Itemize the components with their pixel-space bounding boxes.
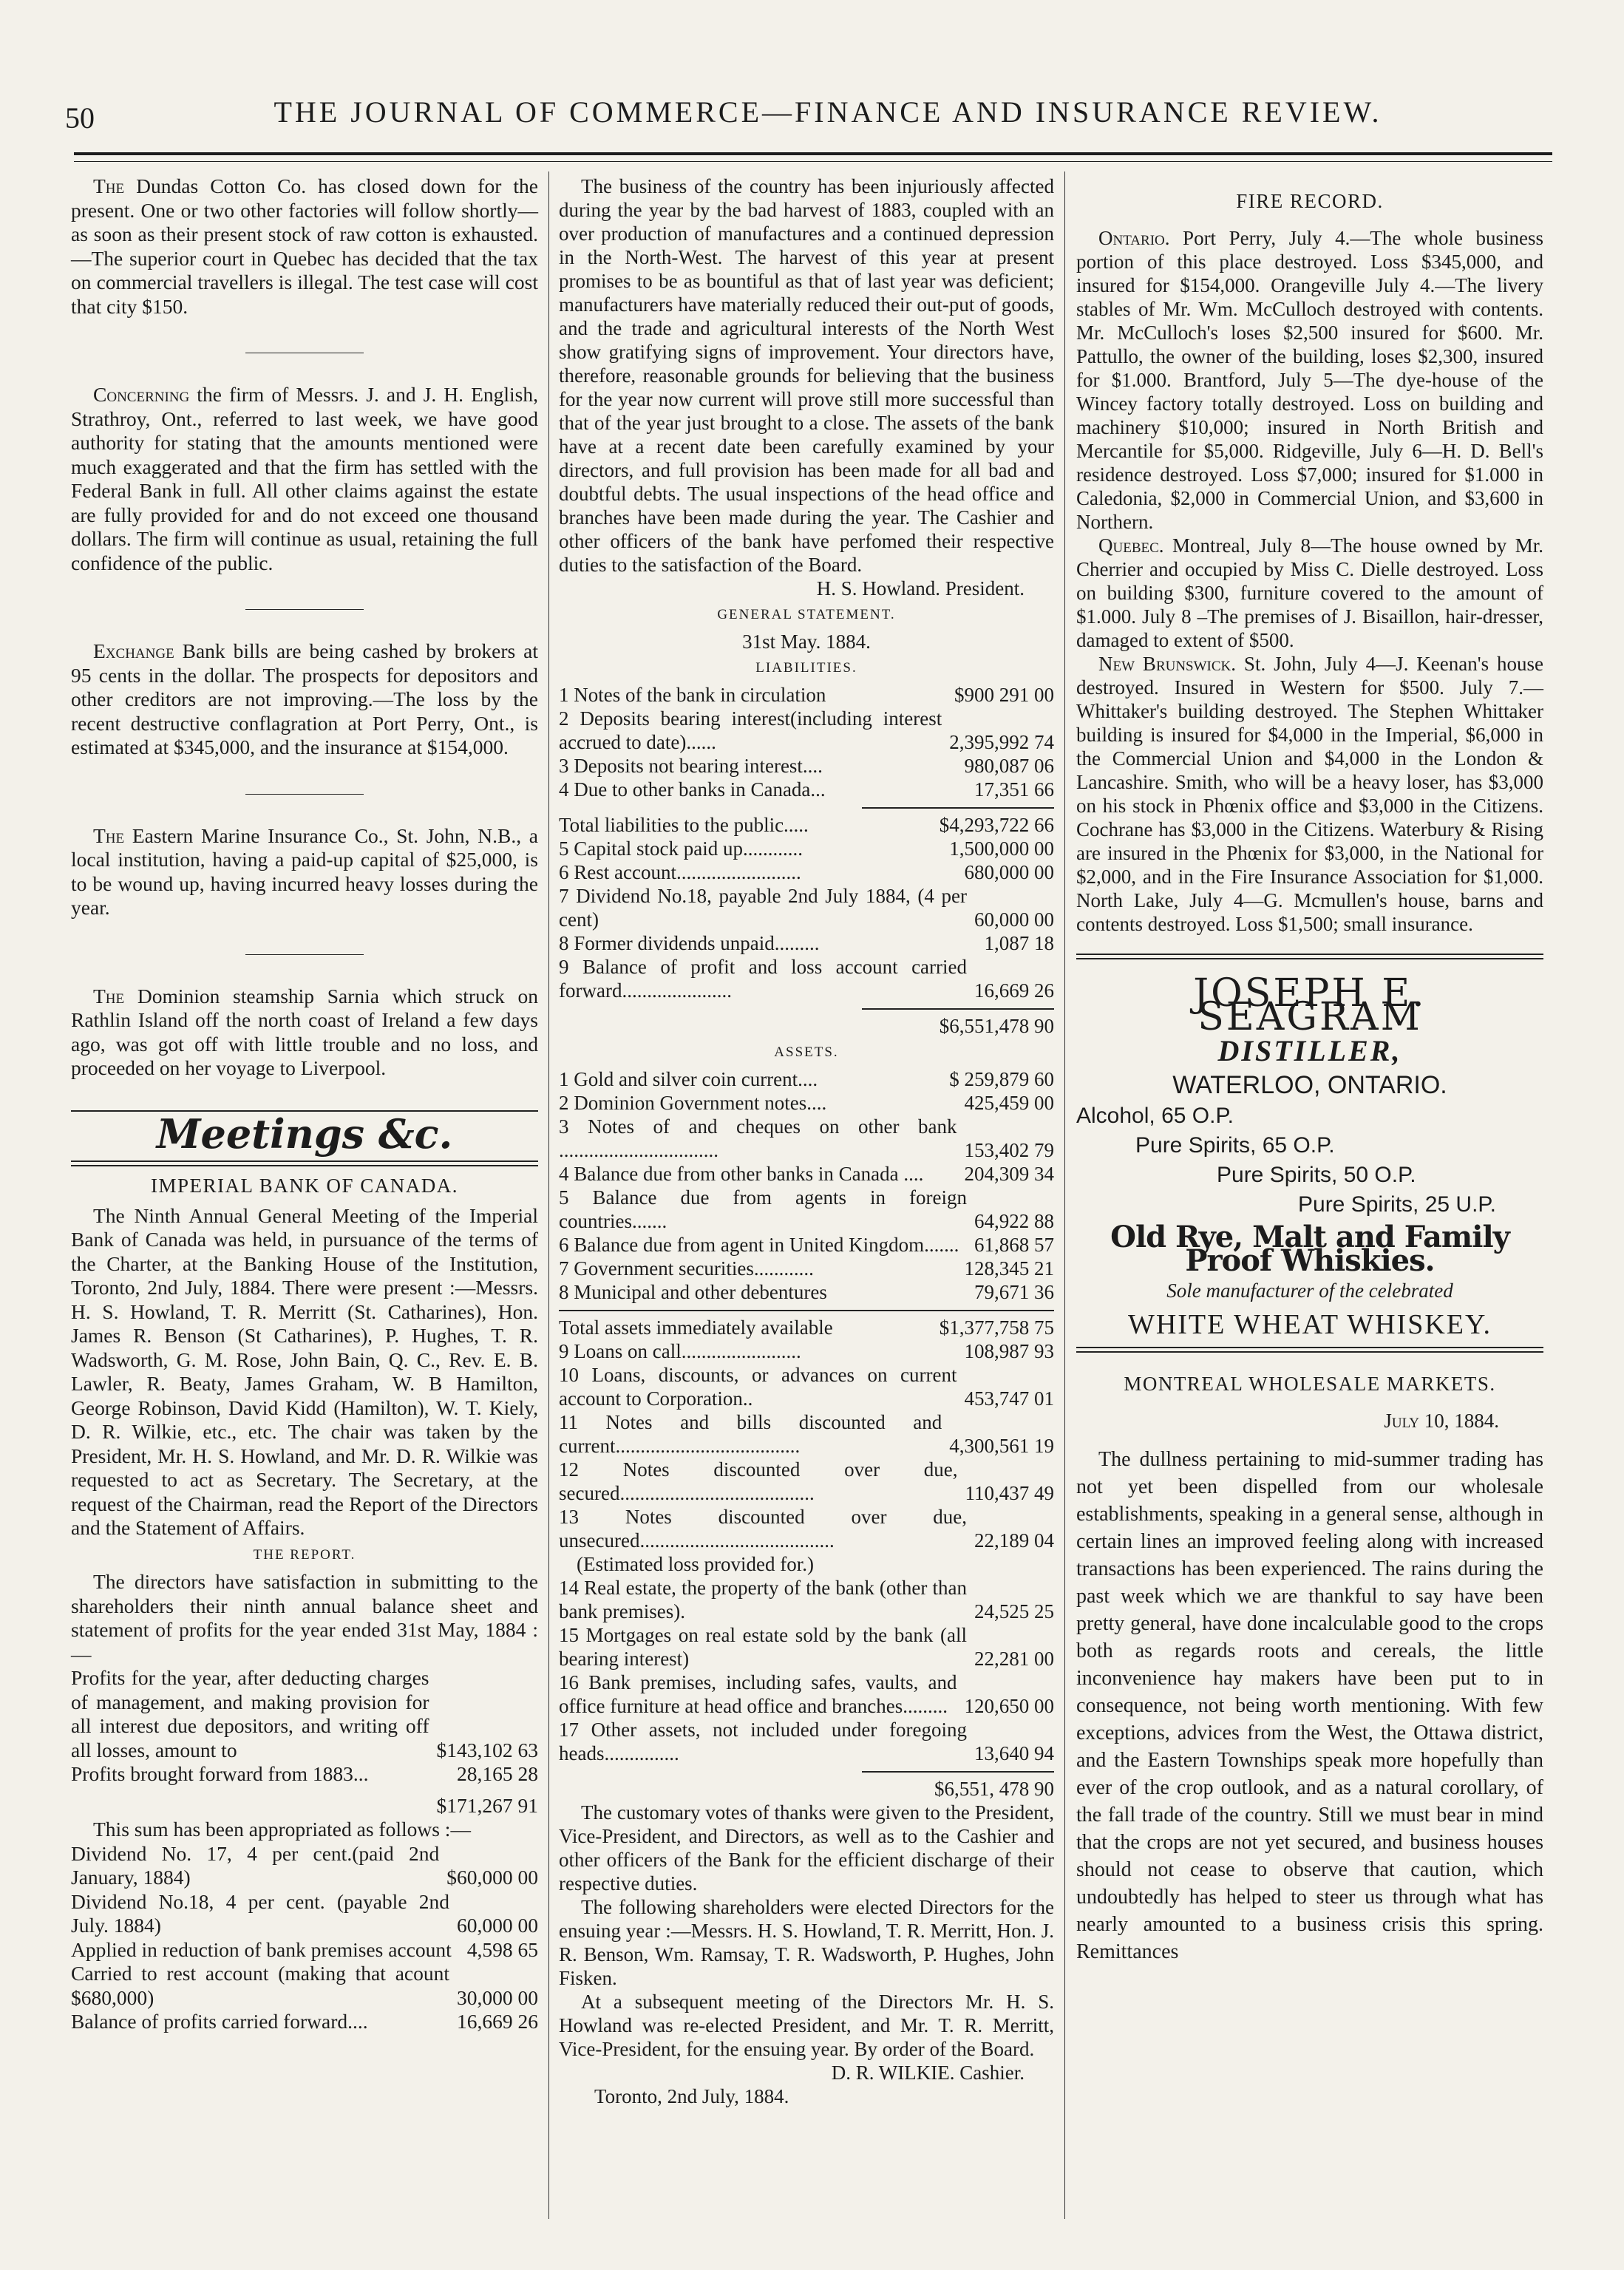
ad-whiskies: Old Rye, Malt and Family Proof Whiskies.	[1110, 1220, 1509, 1278]
asset-row: 6 Balance due from agent in United Kingdom....... 61,868 57	[559, 1234, 1054, 1256]
liabilities-heading: LIABILITIES.	[755, 660, 857, 676]
ad-rule	[1076, 954, 1543, 959]
fire-item: Quebec. Montreal, July 8—The house owned by Mr. Cherrier and occupied by Miss C. Dielle destroyed. Loss on building $300, furniture covered to the amount of $1.000. July 8 –The premises of J. Bisaillon, hair-dresser, damaged to extent of $500.	[1076, 534, 1543, 651]
capital-row: 8 Former dividends unpaid......... 1,087 18	[559, 932, 1054, 954]
news-item: Concerning the firm of Messrs. J. and J. H. English, Strathroy, Ont., referred to last week, we have good authority for stating that the amounts mentioned were much exaggerated and that the firm has settled with the Federal Bank in full. All other claims against the estate are fully provided for and do not exceed one thousand dollars. The firm will continue as usual, retaining the full confidence of the public.	[71, 383, 538, 574]
sum-rule	[559, 1310, 1054, 1311]
statement-heading: GENERAL STATEMENT.	[717, 607, 896, 622]
asset-row: 7 Government securities............ 128,345 21	[559, 1257, 1054, 1280]
asset-row: 9 Loans on call........................ 108,987 93	[559, 1340, 1054, 1362]
report-intro: The directors have satisfaction in submitting to the shareholders their ninth annual balance sheet and statement of profits for the year ended 31st May, 1884 :—	[71, 1570, 538, 1665]
markets-date: July 10, 1884.	[1384, 1410, 1499, 1432]
asset-row: 1 Gold and silver coin current.... $ 259,879 60	[559, 1068, 1054, 1090]
grand-total-row: $6,551,478 90	[939, 1015, 1054, 1037]
appropriation-row: Dividend No. 17, 4 per cent.(paid 2nd January, 1884) $60,000 00	[71, 1841, 538, 1889]
statement-date: 31st May. 1884.	[742, 631, 871, 653]
divider	[245, 954, 364, 955]
cashier-signature: D. R. WILKIE. Cashier.	[831, 2062, 1025, 2084]
fire-record-heading: FIRE RECORD.	[1236, 190, 1384, 212]
column-center	[559, 174, 1054, 2108]
asset-row: 17 Other assets, not included under foregoing heads............... 13,640 94	[559, 1719, 1054, 1764]
liability-row: 3 Deposits not bearing interest.... 980,087 06	[559, 755, 1054, 777]
asset-row: 2 Dominion Government notes.... 425,459 00	[559, 1092, 1054, 1114]
asset-note-row: (Estimated loss provided for.)	[577, 1553, 814, 1575]
asset-row: 14 Real estate, the property of the bank (other than bank premises). 24,525 25	[559, 1577, 1054, 1622]
seagram-advertisement	[1076, 971, 1543, 1340]
asset-row: 11 Notes and bills discounted and current..................................... 4,300,561 19	[559, 1411, 1054, 1457]
column-divider	[1064, 171, 1065, 2219]
subsequent-paragraph: At a subsequent meeting of the Directors Mr. H. S. Howland was re-elected President, and Mr. T. R. Merritt, Vice-President, for the ensuing year. By order of the Board.	[559, 1991, 1054, 2060]
asset-row: 10 Loans, discounts, or advances on current account to Corporation.. 453,747 01	[559, 1364, 1054, 1410]
news-item: The Dominion steamship Sarnia which struck on Rathlin Island off the north coast of Ireland a few days ago, was got off with little trouble and no loss, and proceeded on her voyage to Liverpool.	[71, 984, 538, 1079]
closing-paragraph: The customary votes of thanks were given to the President, Vice-President, and Directors, as well as to the Cashier and other officers of the Bank for the efficient discharge of their respective duties.	[559, 1801, 1054, 1895]
sum-rule	[862, 1771, 1054, 1773]
ad-product: Pure Spirits, 65 O.P.	[1135, 1133, 1335, 1158]
elected-paragraph: The following shareholders were elected Directors for the ensuing year :—Messrs. H. S. Howland, T. R. Merritt, Hon. J. R. Benson, Wm. Ramsay, T. R. Wadsworth, P. Hughes, John Fisken.	[559, 1896, 1054, 1989]
masthead-rule-thin	[74, 161, 1552, 162]
fire-item: Ontario. Port Perry, July 4.—The whole business portion of this place destroyed. Loss $345,000, and insured for $154,000. Orangeville July 4.—The livery stables of Mr. Wm. McCulloch destroyed with contents. Mr. McCulloch's loses $2,500 insured for $600. Mr. Pattullo, the owner of the building, loses $2,300, insured for $1.000. Brantford, July 5—The dye-house of the Wincey factory totally destroyed. Loss on building and machinery $10,000; insured in North British and Mercantile for $5,000. Ridgeville, July 6—H. D. Bell's residence destroyed. Loss $7,000; insured for $1.000 in Caledonia, $2,000 in Commercial Union, and $3,600 in Northern.	[1076, 227, 1543, 533]
fire-item: New Brunswick. St. John, July 4—J. Keenan's house destroyed. Insured in Western for $500. July 7.—Whittaker's building destroyed. The Stephen Whittaker building is insured for $4,000 in the Imperial, $6,000 in the Commercial Union and $4,000 in the London & Lancashire. Smith, who will be a heavy loser, has $3,000 on his stock in Phœnix office and $3,000 in the Citizens. Cochrane has $3,000 in the Citizens. Waterbury & Rising are insured in the Phœnix for $3,000, in the National for $2,000, and in the Fire Insurance Association for $1,000. North Lake, July 4—G. Mcmullen's house, barns and contents destroyed. Loss $1,500; small insurance.	[1076, 653, 1543, 935]
markets-text: The dullness pertaining to mid-summer trading has not yet been dispelled from our wholesale establishments, speaking in a general sense, although in certain lines an improved feeling along with increased transactions has been experienced. The rains during the past week which we are thankful to say have been pretty general, have done incalculable good to the crops both as regards roots and cereals, the little inconvenience hay makers have been put to in consequence, not being worth mentioning. With few exceptions, advices from the West, the Ottawa district, and the Eastern Townships speak more hopefully than ever of the crop outlook, and as a natural corollary, of the fall trade of the country. Still we must bear in mind that the crops are not yet secured, and business houses should not cease to observe that caution, which undoubtedly has helped to steer us through what has nearly amounted to a business crisis this spring. Remittances	[1076, 1448, 1543, 1963]
ad-product: Pure Spirits, 25 U.P.	[1298, 1192, 1496, 1217]
ad-brand: WHITE WHEAT WHISKEY.	[1127, 1309, 1492, 1340]
ad-product: Pure Spirits, 50 O.P.	[1217, 1163, 1416, 1187]
assets-heading: ASSETS.	[774, 1044, 839, 1060]
divider	[245, 794, 364, 795]
appropriation-row: Balance of profits carried forward.... 16,669 26	[71, 2010, 538, 2033]
asset-row: 12 Notes discounted over due, secured....................................... 110,437 49	[559, 1458, 1054, 1504]
news-item: The Dundas Cotton Co. has closed down for the present. One or two other factories will follow shortly—as soon as their present stock of raw cotton is exhausted.—The superior court in Quebec has decided that the tax on commercial travellers is illegal. The test case will cost that city $150.	[71, 174, 538, 318]
report-heading: THE REPORT.	[253, 1546, 356, 1563]
ad-product: Alcohol, 65 O.P.	[1076, 1104, 1234, 1128]
capital-row: 6 Rest account......................... 680,000 00	[559, 861, 1054, 883]
available-total-row: Total assets immediately available $1,377,758 75	[559, 1316, 1054, 1339]
liabilities-total-row: Total liabilities to the public..... $4,293,722 66	[559, 814, 1054, 836]
masthead-rule	[74, 152, 1552, 155]
column-right	[1076, 174, 1543, 1965]
imperial-bank-heading: IMPERIAL BANK OF CANADA.	[150, 1175, 459, 1197]
dateline: Toronto, 2nd July, 1884.	[594, 2085, 789, 2107]
asset-row: 15 Mortgages on real estate sold by the bank (all bearing interest) 22,281 00	[559, 1624, 1054, 1670]
asset-row: 4 Balance due from other banks in Canada .... 204,309 34	[559, 1163, 1054, 1185]
liability-row: 1 Notes of the bank in circulation $900 291 00	[559, 684, 1054, 706]
news-item: The Eastern Marine Insurance Co., St. John, N.B., a local institution, having a paid-up capital of $25,000, is to be wound up, having incurred heavy losses during the year.	[71, 823, 538, 919]
appropriation-row: Dividend No.18, 4 per cent. (payable 2nd July. 1884) 60,000 00	[71, 1889, 538, 1937]
asset-row: 8 Municipal and other debentures 79,671 36	[559, 1281, 1054, 1303]
appropriation-row: Carried to rest account (making that acount $680,000) 30,000 00	[71, 1962, 538, 2009]
capital-row: 7 Dividend No.18, payable 2nd July 1884, (4 per cent) 60,000 00	[559, 885, 1054, 931]
column-left	[71, 174, 538, 2034]
ad-rule	[1076, 1347, 1543, 1353]
brought-forward-row: Profits brought forward from 1883... 28,165 28	[71, 1762, 538, 1785]
ad-trade: DISTILLER,	[1217, 1034, 1402, 1067]
sum-rule	[862, 1008, 1054, 1010]
sum-rule	[862, 807, 1054, 809]
news-item: Exchange Bank bills are being cashed by brokers at 95 cents in the dollar. The prospects for depositors and other creditors are not improving.—The loss by the recent destructive conflagration at Port Perry, Ont., is estimated at $345,000, and the insurance at $154,000.	[71, 639, 538, 758]
asset-row: 5 Balance due from agents in foreign countries....... 64,922 88	[559, 1186, 1054, 1232]
ad-sole: Sole manufacturer of the celebrated	[1166, 1280, 1453, 1302]
asset-row: 16 Bank premises, including safes, vaults, and office furniture at head office and branches......... 120,650 00	[559, 1671, 1054, 1717]
column-divider	[548, 171, 549, 2219]
liability-row: 4 Due to other banks in Canada... 17,351 66	[559, 778, 1054, 801]
meetings-heading: Meetings &c.	[156, 1109, 453, 1158]
president-signature: H. S. Howland. President.	[816, 577, 1025, 599]
appropriated-label: This sum has been appropriated as follows :—	[93, 1818, 471, 1841]
assets-total-row: $6,551, 478 90	[934, 1778, 1054, 1800]
capital-row: 5 Capital stock paid up............ 1,500,000 00	[559, 837, 1054, 860]
masthead-title: THE JOURNAL OF COMMERCE—FINANCE AND INSURANCE REVIEW.	[274, 95, 1382, 129]
asset-row: 3 Notes of and cheques on other bank ................................ 153,402 79	[559, 1115, 1054, 1161]
section-rule	[71, 1161, 538, 1166]
divider	[245, 609, 364, 610]
ad-place: WATERLOO, ONTARIO.	[1172, 1071, 1447, 1099]
liability-row: 2 Deposits bearing interest(including interest accrued to date)...... 2,395,992 74	[559, 707, 1054, 753]
imperial-intro: The Ninth Annual General Meeting of the Imperial Bank of Canada was held, in pursuance of the terms of the Charter, at the Banking House of the Institution, Toronto, 2nd July, 1884. There were present :—Messrs. H. S. Howland, T. R. Merritt (St. Catharines), Hon. James R. Benson (St Catharines), P. Hughes, T. R. Wadsworth, G. M. Rose, John Bain, Q. C., Rev. E. B. Lawler, R. Beaty, James Graham, W. B Hamilton, George Robinson, David Kidd (Hamilton), W. T. Kiely, D. R. Wilkie, etc., etc. The chair was taken by the President, Mr. H. S. Howland, and Mr. D. R. Wilkie was requested to act as Secretary. The Secretary, at the request of the Chairman, read the Report of the Directors and the Statement of Affairs.	[71, 1203, 538, 1539]
markets-heading: MONTREAL WHOLESALE MARKETS.	[1124, 1373, 1496, 1395]
page-number: 50	[65, 101, 95, 135]
appropriation-row: Applied in reduction of bank premises account 4,598 65	[71, 1937, 538, 1961]
capital-row: 9 Balance of profit and loss account carried forward...................... 16,669 26	[559, 956, 1054, 1002]
report-body: The business of the country has been injuriously affected during the year by the bad harvest of 1883, coupled with an over production of manufactures and a continued depression in the North-West. The harvest of this year at present promises to be as bountiful as that of last year was deficient; manufacturers have materially reduced their out-put of goods, and the trade and agricultural interests of the North West show gratifying signs of improvement. Your directors have, therefore, reasonable grounds for believing that the business for the year now current will prove still more successful than that of the year just brought to a close. The assets of the bank have at a recent date been carefully examined by your directors, and full provision has been made for all bad and doubtful debts. The usual inspections of the head office and branches have been made during the year. The Cashier and other officers of the bank have perfomed their respective duties to the satisfaction of the Board.	[559, 175, 1054, 576]
total-row: $171,267 91	[436, 1793, 538, 1817]
profits-row: Profits for the year, after deducting charges of management, and making provision for all interest due depositors, and writing off all losses, amount to $143,102 63	[71, 1666, 538, 1761]
ad-name: JOSEPH E. SEAGRAM	[1193, 971, 1427, 1039]
asset-row: 13 Notes discounted over due, unsecured....................................... 22,189 04	[559, 1506, 1054, 1552]
